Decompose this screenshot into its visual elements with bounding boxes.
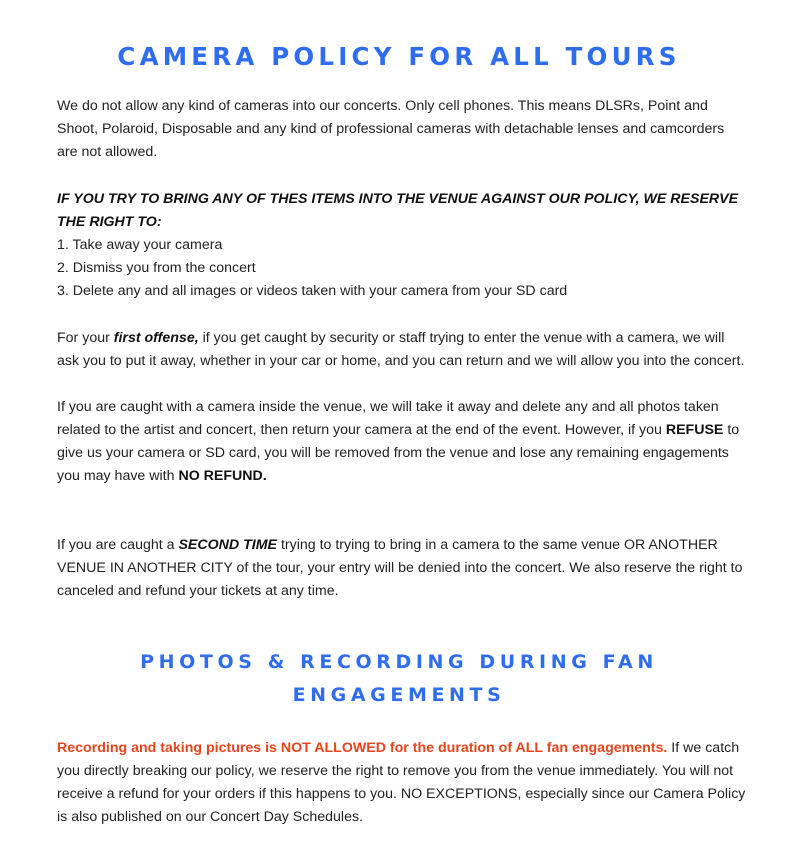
list-item: 3. Delete any and all images or videos taken with your camera from your SD card [57, 283, 568, 299]
list-item: 2. Dismiss you from the concert [57, 260, 256, 276]
warning-heading: IF YOU TRY TO BRING ANY OF THES ITEMS INTO THE VENUE AGAINST OUR POLICY, WE RESERVE THE RIGHT TO: [57, 191, 739, 230]
second-time-emphasis: SECOND TIME [178, 537, 277, 553]
first-offense-prefix: For your [57, 330, 114, 346]
section-title: PHOTOS & RECORDING DURING FAN ENGAGEMENTS [140, 651, 658, 706]
intro-paragraph: We do not allow any kind of cameras into our concerts. Only cell phones. This means DLSRs, Point and Shoot, Polaroid, Disposable and any kind of professional cameras with detachable lenses and camcorders are not allowed. [57, 98, 725, 160]
no-refund-emphasis: NO REFUND. [178, 468, 267, 484]
inside-venue-paragraph [57, 396, 747, 488]
second-time-prefix: If you are caught a [57, 537, 179, 553]
first-offense-paragraph [57, 327, 747, 373]
page-title: CAMERA POLICY FOR ALL TOURS [117, 42, 681, 71]
inside-venue-text-2: to give us your camera or SD card, you will be removed from the venue and lose any remaining engagements you may have with [57, 422, 740, 484]
recording-text: If we catch you directly breaking our policy, we reserve the right to remove you from the venue immediately. You will not receive a refund for your orders if this happens to you. NO EXCEPTIONS, especially since our Camera Policy is also published on our Concert Day Schedules. [57, 740, 746, 825]
inside-venue-text-1: If you are caught with a camera inside the venue, we will take it away and delete any and all photos taken related to the artist and concert, then return your camera at the end of the event. However, if you [57, 399, 719, 438]
second-time-paragraph [57, 534, 747, 603]
recording-paragraph [57, 737, 747, 829]
first-offense-text: if you get caught by security or staff trying to enter the venue with a camera, we will ask you to put it away, whether in your car or home, and you can return and we will allow you into the concert. [57, 330, 745, 369]
list-item: 1. Take away your camera [57, 237, 223, 253]
second-time-text: trying to trying to bring in a camera to the same venue OR ANOTHER VENUE IN ANOTHER CITY of the tour, your entry will be denied into the concert. We also reserve the right to canceled and refund your tickets at any time. [57, 537, 743, 599]
refuse-emphasis: REFUSE [665, 422, 724, 438]
first-offense-emphasis: first offense, [113, 330, 199, 346]
warning-block [57, 188, 747, 303]
recording-highlight: Recording and taking pictures is NOT ALLOWED for the duration of ALL fan engagements. [57, 740, 668, 756]
